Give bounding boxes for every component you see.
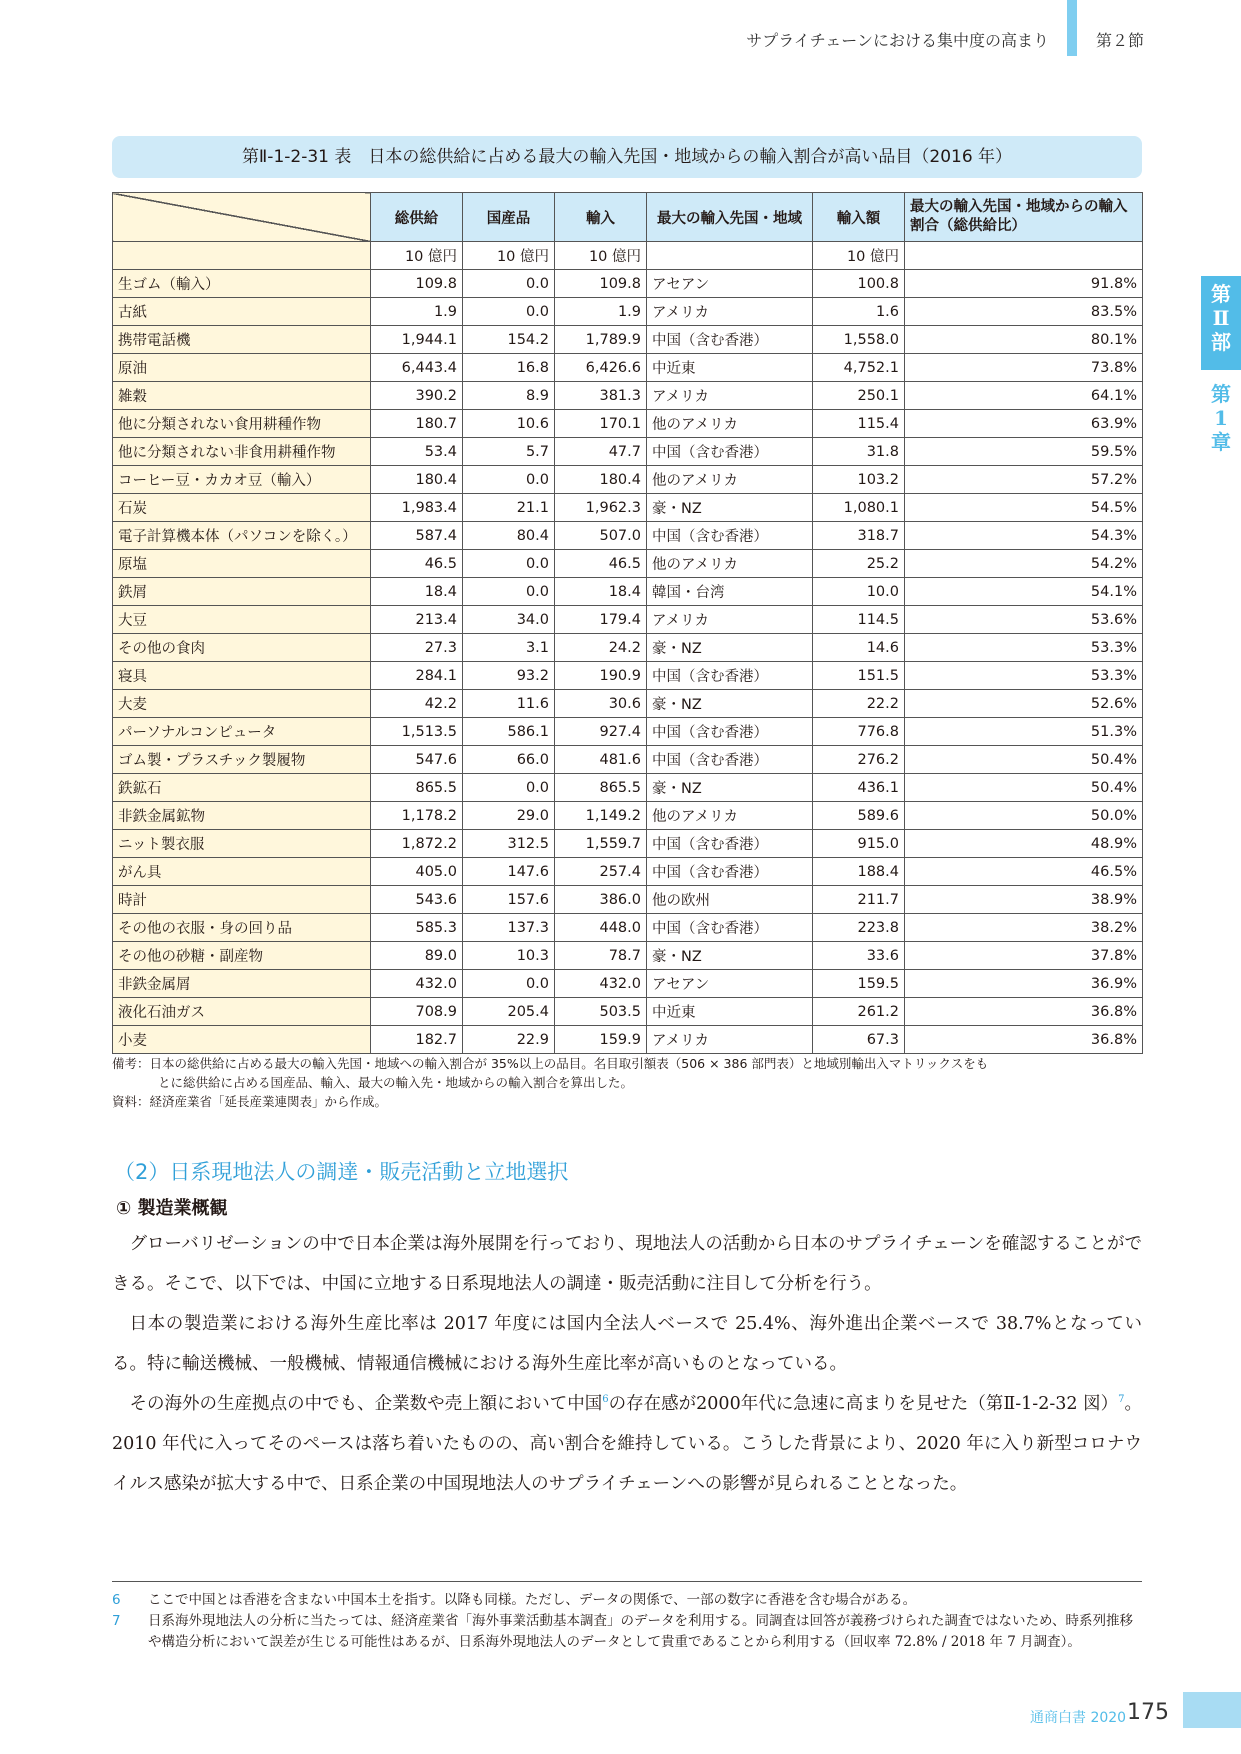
table-row [113,802,1143,830]
table-row [113,1026,1143,1054]
share-cell: 50.4% [905,774,1143,802]
total-supply-cell: 865.5 [371,774,463,802]
imports-cell: 30.6 [555,690,647,718]
table-row [113,270,1143,298]
total-supply-cell: 46.5 [371,550,463,578]
domestic-cell: 0.0 [463,774,555,802]
table-row [113,606,1143,634]
share-cell: 51.3% [905,718,1143,746]
import-value-cell: 261.2 [813,998,905,1026]
imports-cell: 6,426.6 [555,354,647,382]
table-body [113,242,1143,1054]
share-cell: 36.8% [905,998,1143,1026]
imports-cell: 381.3 [555,382,647,410]
share-cell: 73.8% [905,354,1143,382]
share-cell: 91.8% [905,270,1143,298]
part-tab-char: 第 [1211,282,1231,306]
import-value-cell: 1.6 [813,298,905,326]
top-source-cell: 中近東 [647,354,813,382]
table-row [113,550,1143,578]
share-cell: 64.1% [905,382,1143,410]
top-source-cell: アメリカ [647,606,813,634]
import-value-cell: 589.6 [813,802,905,830]
item-name-cell: 電子計算機本体（パソコンを除く。） [113,522,371,550]
total-supply-cell: 18.4 [371,578,463,606]
item-name-cell: 非鉄金属屑 [113,970,371,998]
imports-cell: 1,559.7 [555,830,647,858]
item-name-cell: その他の衣服・身の回り品 [113,914,371,942]
top-source-cell: 他のアメリカ [647,802,813,830]
domestic-cell: 80.4 [463,522,555,550]
item-name-cell: 生ゴム（輸入） [113,270,371,298]
share-cell: 54.5% [905,494,1143,522]
share-cell: 46.5% [905,858,1143,886]
table-corner-cell [113,193,371,242]
top-source-cell: 他のアメリカ [647,550,813,578]
total-supply-cell: 587.4 [371,522,463,550]
domestic-cell: 8.9 [463,382,555,410]
share-cell: 36.8% [905,1026,1143,1054]
top-source-cell: アセアン [647,270,813,298]
import-value-cell: 33.6 [813,942,905,970]
unit-cell: 10 億円 [555,242,647,270]
running-header-title: サプライチェーンにおける集中度の高まり [746,31,1049,50]
table-notes [112,1054,1142,1111]
share-cell: 63.9% [905,410,1143,438]
item-name-cell: 大豆 [113,606,371,634]
total-supply-cell: 1,513.5 [371,718,463,746]
top-source-cell: 中国（含む香港） [647,718,813,746]
total-supply-cell: 182.7 [371,1026,463,1054]
footnote-text: 日系海外現地法人の分析に当たっては、経済産業省「海外事業活動基本調査」のデータを利用する。同調査は回答が義務づけられた調査ではないため、時系列推移や構造分析において誤差が生じる可能性はあるが、日系海外現地法人のデータとして貴重であることから利用する（回収率 72.8% / 2018 年 7 月調査）。 [148,1613,1133,1650]
imports-cell: 507.0 [555,522,647,550]
footnote [112,1590,1142,1611]
domestic-cell: 0.0 [463,270,555,298]
share-cell: 54.2% [905,550,1143,578]
import-value-cell: 276.2 [813,746,905,774]
table-row [113,942,1143,970]
table-row [113,382,1143,410]
domestic-cell: 0.0 [463,578,555,606]
table-row [113,858,1143,886]
import-share-table [112,192,1143,1054]
import-value-cell: 151.5 [813,662,905,690]
import-value-cell: 1,558.0 [813,326,905,354]
page-number: 175 [1127,1700,1169,1725]
header-accent-bar [1067,0,1077,56]
table-row [113,774,1143,802]
share-cell: 54.1% [905,578,1143,606]
item-name-cell: 小麦 [113,1026,371,1054]
imports-cell: 503.5 [555,998,647,1026]
total-supply-cell: 405.0 [371,858,463,886]
domestic-cell: 137.3 [463,914,555,942]
footnote-text: ここで中国とは香港を含まない中国本土を指す。以降も同様。ただし、データの関係で、一部の数字に香港を含む場合がある。 [148,1592,917,1608]
total-supply-cell: 390.2 [371,382,463,410]
item-name-cell: 他に分類されない食用耕種作物 [113,410,371,438]
total-supply-cell: 543.6 [371,886,463,914]
chapter-tab-char: 章 [1211,430,1231,454]
item-name-cell: 石炭 [113,494,371,522]
share-cell: 83.5% [905,298,1143,326]
import-value-cell: 318.7 [813,522,905,550]
total-supply-cell: 1.9 [371,298,463,326]
top-source-cell: 中国（含む香港） [647,662,813,690]
item-name-cell: その他の食肉 [113,634,371,662]
footnote-ref[interactable]: 7 [1118,1394,1125,1406]
running-header-section: 第２節 [1096,31,1145,50]
share-cell: 53.6% [905,606,1143,634]
table-row [113,662,1143,690]
imports-cell: 865.5 [555,774,647,802]
imports-cell: 386.0 [555,886,647,914]
top-source-cell: 他のアメリカ [647,466,813,494]
unit-cell [647,242,813,270]
top-source-cell: 中国（含む香港） [647,914,813,942]
unit-cell: 10 億円 [463,242,555,270]
top-source-cell: アメリカ [647,298,813,326]
table-row [113,354,1143,382]
top-source-cell: 中近東 [647,998,813,1026]
domestic-cell: 34.0 [463,606,555,634]
item-name-cell: がん具 [113,858,371,886]
total-supply-cell: 585.3 [371,914,463,942]
table-row [113,298,1143,326]
imports-cell: 46.5 [555,550,647,578]
item-name-cell: 鉄鉱石 [113,774,371,802]
imports-cell: 109.8 [555,270,647,298]
top-source-cell: 中国（含む香港） [647,522,813,550]
domestic-cell: 5.7 [463,438,555,466]
col-header-domestic: 国産品 [463,193,555,242]
table-row [113,522,1143,550]
col-header-imports: 輸入 [555,193,647,242]
imports-cell: 18.4 [555,578,647,606]
footer-publication: 通商白書 2020 [1030,1710,1127,1726]
footnote-number: 6 [112,1592,121,1608]
import-value-cell: 223.8 [813,914,905,942]
unit-cell [905,242,1143,270]
paragraph-text: 。2010 年代に入ってそのペースは落ち着いたものの、高い割合を維持している。こうした背景により、2020 年に入り新型コロナウイルス感染が拡大する中で、日系企業の中国現地法人のサプライチェーンへの影響が見られることとなった。 [112,1394,1142,1494]
col-header-share: 最大の輸入先国・地域からの輸入割合（総供給比） [905,193,1143,242]
col-header-import-value: 輸入額 [813,193,905,242]
import-value-cell: 436.1 [813,774,905,802]
table-row [113,494,1143,522]
top-source-cell: 豪・NZ [647,690,813,718]
imports-cell: 1,962.3 [555,494,647,522]
total-supply-cell: 1,872.2 [371,830,463,858]
share-cell: 48.9% [905,830,1143,858]
imports-cell: 24.2 [555,634,647,662]
paragraph: グローバリゼーションの中で日本企業は海外展開を行っており、現地法人の活動から日本のサプライチェーンを確認することができる。そこで、以下では、中国に立地する日系現地法人の調達・販売活動に注目して分析を行う。 [112,1234,1142,1294]
top-source-cell: 豪・NZ [647,774,813,802]
total-supply-cell: 109.8 [371,270,463,298]
domestic-cell: 10.6 [463,410,555,438]
import-value-cell: 10.0 [813,578,905,606]
domestic-cell: 22.9 [463,1026,555,1054]
top-source-cell: アメリカ [647,382,813,410]
share-cell: 38.9% [905,886,1143,914]
item-name-cell: 雑穀 [113,382,371,410]
import-value-cell: 25.2 [813,550,905,578]
footer-accent-bar [1183,1692,1241,1728]
domestic-cell: 16.8 [463,354,555,382]
share-cell: 50.4% [905,746,1143,774]
item-name-cell: パーソナルコンピュータ [113,718,371,746]
table-title: 第Ⅱ-1-2-31 表 日本の総供給に占める最大の輸入先国・地域からの輸入割合が高い品目（2016 年） [112,136,1142,178]
domestic-cell: 0.0 [463,550,555,578]
domestic-cell: 0.0 [463,466,555,494]
top-source-cell: 豪・NZ [647,634,813,662]
import-value-cell: 22.2 [813,690,905,718]
domestic-cell: 66.0 [463,746,555,774]
total-supply-cell: 432.0 [371,970,463,998]
import-value-cell: 115.4 [813,410,905,438]
chapter-tab-char: 1 [1214,406,1228,430]
domestic-cell: 586.1 [463,718,555,746]
imports-cell: 448.0 [555,914,647,942]
table-row [113,970,1143,998]
import-value-cell: 250.1 [813,382,905,410]
chapter-tab-char: 第 [1211,382,1231,406]
paragraph-text: その海外の生産拠点の中でも、企業数や売上額において中国 [129,1394,603,1414]
imports-cell: 432.0 [555,970,647,998]
import-value-cell: 67.3 [813,1026,905,1054]
imports-cell: 78.7 [555,942,647,970]
domestic-cell: 29.0 [463,802,555,830]
share-cell: 57.2% [905,466,1143,494]
domestic-cell: 93.2 [463,662,555,690]
share-cell: 53.3% [905,662,1143,690]
item-name-cell: 液化石油ガス [113,998,371,1026]
top-source-cell: 中国（含む香港） [647,438,813,466]
note-remarks-continued: とに総供給に占める国産品、輸入、最大の輸入先・地域からの輸入割合を算出した。 [158,1075,634,1090]
imports-cell: 47.7 [555,438,647,466]
import-value-cell: 114.5 [813,606,905,634]
table-row [113,438,1143,466]
share-cell: 37.8% [905,942,1143,970]
footnote-divider [112,1581,1142,1582]
total-supply-cell: 6,443.4 [371,354,463,382]
total-supply-cell: 53.4 [371,438,463,466]
domestic-cell: 21.1 [463,494,555,522]
domestic-cell: 0.0 [463,298,555,326]
item-name-cell: その他の砂糖・副産物 [113,942,371,970]
top-source-cell: 中国（含む香港） [647,746,813,774]
table-row [113,998,1143,1026]
domestic-cell: 10.3 [463,942,555,970]
total-supply-cell: 89.0 [371,942,463,970]
top-source-cell: 豪・NZ [647,942,813,970]
imports-cell: 190.9 [555,662,647,690]
table-row [113,326,1143,354]
imports-cell: 179.4 [555,606,647,634]
domestic-cell: 157.6 [463,886,555,914]
domestic-cell: 3.1 [463,634,555,662]
imports-cell: 1,149.2 [555,802,647,830]
import-value-cell: 31.8 [813,438,905,466]
top-source-cell: 中国（含む香港） [647,830,813,858]
total-supply-cell: 27.3 [371,634,463,662]
footnotes [112,1590,1142,1653]
imports-cell: 180.4 [555,466,647,494]
item-name-cell: コーヒー豆・カカオ豆（輸入） [113,466,371,494]
import-value-cell: 4,752.1 [813,354,905,382]
footnote-ref[interactable]: 6 [602,1394,609,1406]
imports-cell: 481.6 [555,746,647,774]
item-name-cell: ゴム製・プラスチック製履物 [113,746,371,774]
part-tab-char: Ⅱ [1212,306,1230,330]
total-supply-cell: 1,983.4 [371,494,463,522]
top-source-cell: アメリカ [647,1026,813,1054]
unit-cell: 10 億円 [813,242,905,270]
domestic-cell: 312.5 [463,830,555,858]
note-source: 資料：経済産業省「延長産業連関表」から作成。 [112,1094,388,1109]
share-cell: 52.6% [905,690,1143,718]
imports-cell: 159.9 [555,1026,647,1054]
total-supply-cell: 180.7 [371,410,463,438]
total-supply-cell: 708.9 [371,998,463,1026]
total-supply-cell: 547.6 [371,746,463,774]
col-header-top-source: 最大の輸入先国・地域 [647,193,813,242]
import-value-cell: 211.7 [813,886,905,914]
item-name-cell: 時計 [113,886,371,914]
table-row [113,578,1143,606]
note-remarks: 備考：日本の総供給に占める最大の輸入先国・地域への輸入割合が 35%以上の品目。名目取引額表（506 × 386 部門表）と地域別輸出入マトリックスをも [112,1056,989,1071]
top-source-cell: アセアン [647,970,813,998]
import-value-cell: 915.0 [813,830,905,858]
import-value-cell: 103.2 [813,466,905,494]
item-name-cell: 原塩 [113,550,371,578]
chapter-tab [1201,382,1241,454]
domestic-cell: 147.6 [463,858,555,886]
units-cell-blank [113,242,371,270]
import-value-cell: 776.8 [813,718,905,746]
item-name-cell: 大麦 [113,690,371,718]
share-cell: 59.5% [905,438,1143,466]
total-supply-cell: 284.1 [371,662,463,690]
table-row [113,410,1143,438]
paragraph: 日本の製造業における海外生産比率は 2017 年度には国内全法人ベースで 25.4%、海外進出企業ベースで 38.7%となっている。特に輸送機械、一般機械、情報通信機械における海外生産比率が高いものとなっている。 [112,1314,1142,1374]
section-heading: （2）日系現地法人の調達・販売活動と立地選択 [114,1160,569,1184]
item-name-cell: 非鉄金属鉱物 [113,802,371,830]
table-row [113,466,1143,494]
item-name-cell: 鉄屑 [113,578,371,606]
table-row [113,634,1143,662]
top-source-cell: 他の欧州 [647,886,813,914]
body-text [112,1224,1142,1504]
table-row [113,886,1143,914]
top-source-cell: 韓国・台湾 [647,578,813,606]
share-cell: 54.3% [905,522,1143,550]
domestic-cell: 205.4 [463,998,555,1026]
item-name-cell: 寝具 [113,662,371,690]
imports-cell: 927.4 [555,718,647,746]
top-source-cell: 他のアメリカ [647,410,813,438]
units-row [113,242,1143,270]
item-name-cell: ニット製衣服 [113,830,371,858]
part-tab-char: 部 [1211,330,1231,354]
total-supply-cell: 1,944.1 [371,326,463,354]
paragraph [112,1384,1142,1504]
part-tab [1201,276,1241,370]
item-name-cell: 携帯電話機 [113,326,371,354]
share-cell: 80.1% [905,326,1143,354]
domestic-cell: 154.2 [463,326,555,354]
total-supply-cell: 1,178.2 [371,802,463,830]
share-cell: 36.9% [905,970,1143,998]
imports-cell: 1.9 [555,298,647,326]
total-supply-cell: 42.2 [371,690,463,718]
imports-cell: 1,789.9 [555,326,647,354]
share-cell: 53.3% [905,634,1143,662]
top-source-cell: 豪・NZ [647,494,813,522]
import-value-cell: 159.5 [813,970,905,998]
imports-cell: 170.1 [555,410,647,438]
share-cell: 50.0% [905,802,1143,830]
item-name-cell: 原油 [113,354,371,382]
table-header-row [113,193,1143,242]
subsection-heading: ① 製造業概観 [116,1198,228,1219]
item-name-cell: 古紙 [113,298,371,326]
top-source-cell: 中国（含む香港） [647,858,813,886]
unit-cell: 10 億円 [371,242,463,270]
top-source-cell: 中国（含む香港） [647,326,813,354]
domestic-cell: 11.6 [463,690,555,718]
import-value-cell: 188.4 [813,858,905,886]
total-supply-cell: 180.4 [371,466,463,494]
import-value-cell: 14.6 [813,634,905,662]
imports-cell: 257.4 [555,858,647,886]
table-row [113,718,1143,746]
col-header-total-supply: 総供給 [371,193,463,242]
footnote [112,1611,1142,1653]
table-row [113,690,1143,718]
table-row [113,914,1143,942]
item-name-cell: 他に分類されない非食用耕種作物 [113,438,371,466]
domestic-cell: 0.0 [463,970,555,998]
import-value-cell: 1,080.1 [813,494,905,522]
table-row [113,746,1143,774]
import-value-cell: 100.8 [813,270,905,298]
footnote-number: 7 [112,1613,121,1629]
share-cell: 38.2% [905,914,1143,942]
total-supply-cell: 213.4 [371,606,463,634]
table-row [113,830,1143,858]
paragraph-text: の存在感が2000年代に急速に高まりを見せた（第Ⅱ-1-2-32 図） [608,1394,1119,1414]
